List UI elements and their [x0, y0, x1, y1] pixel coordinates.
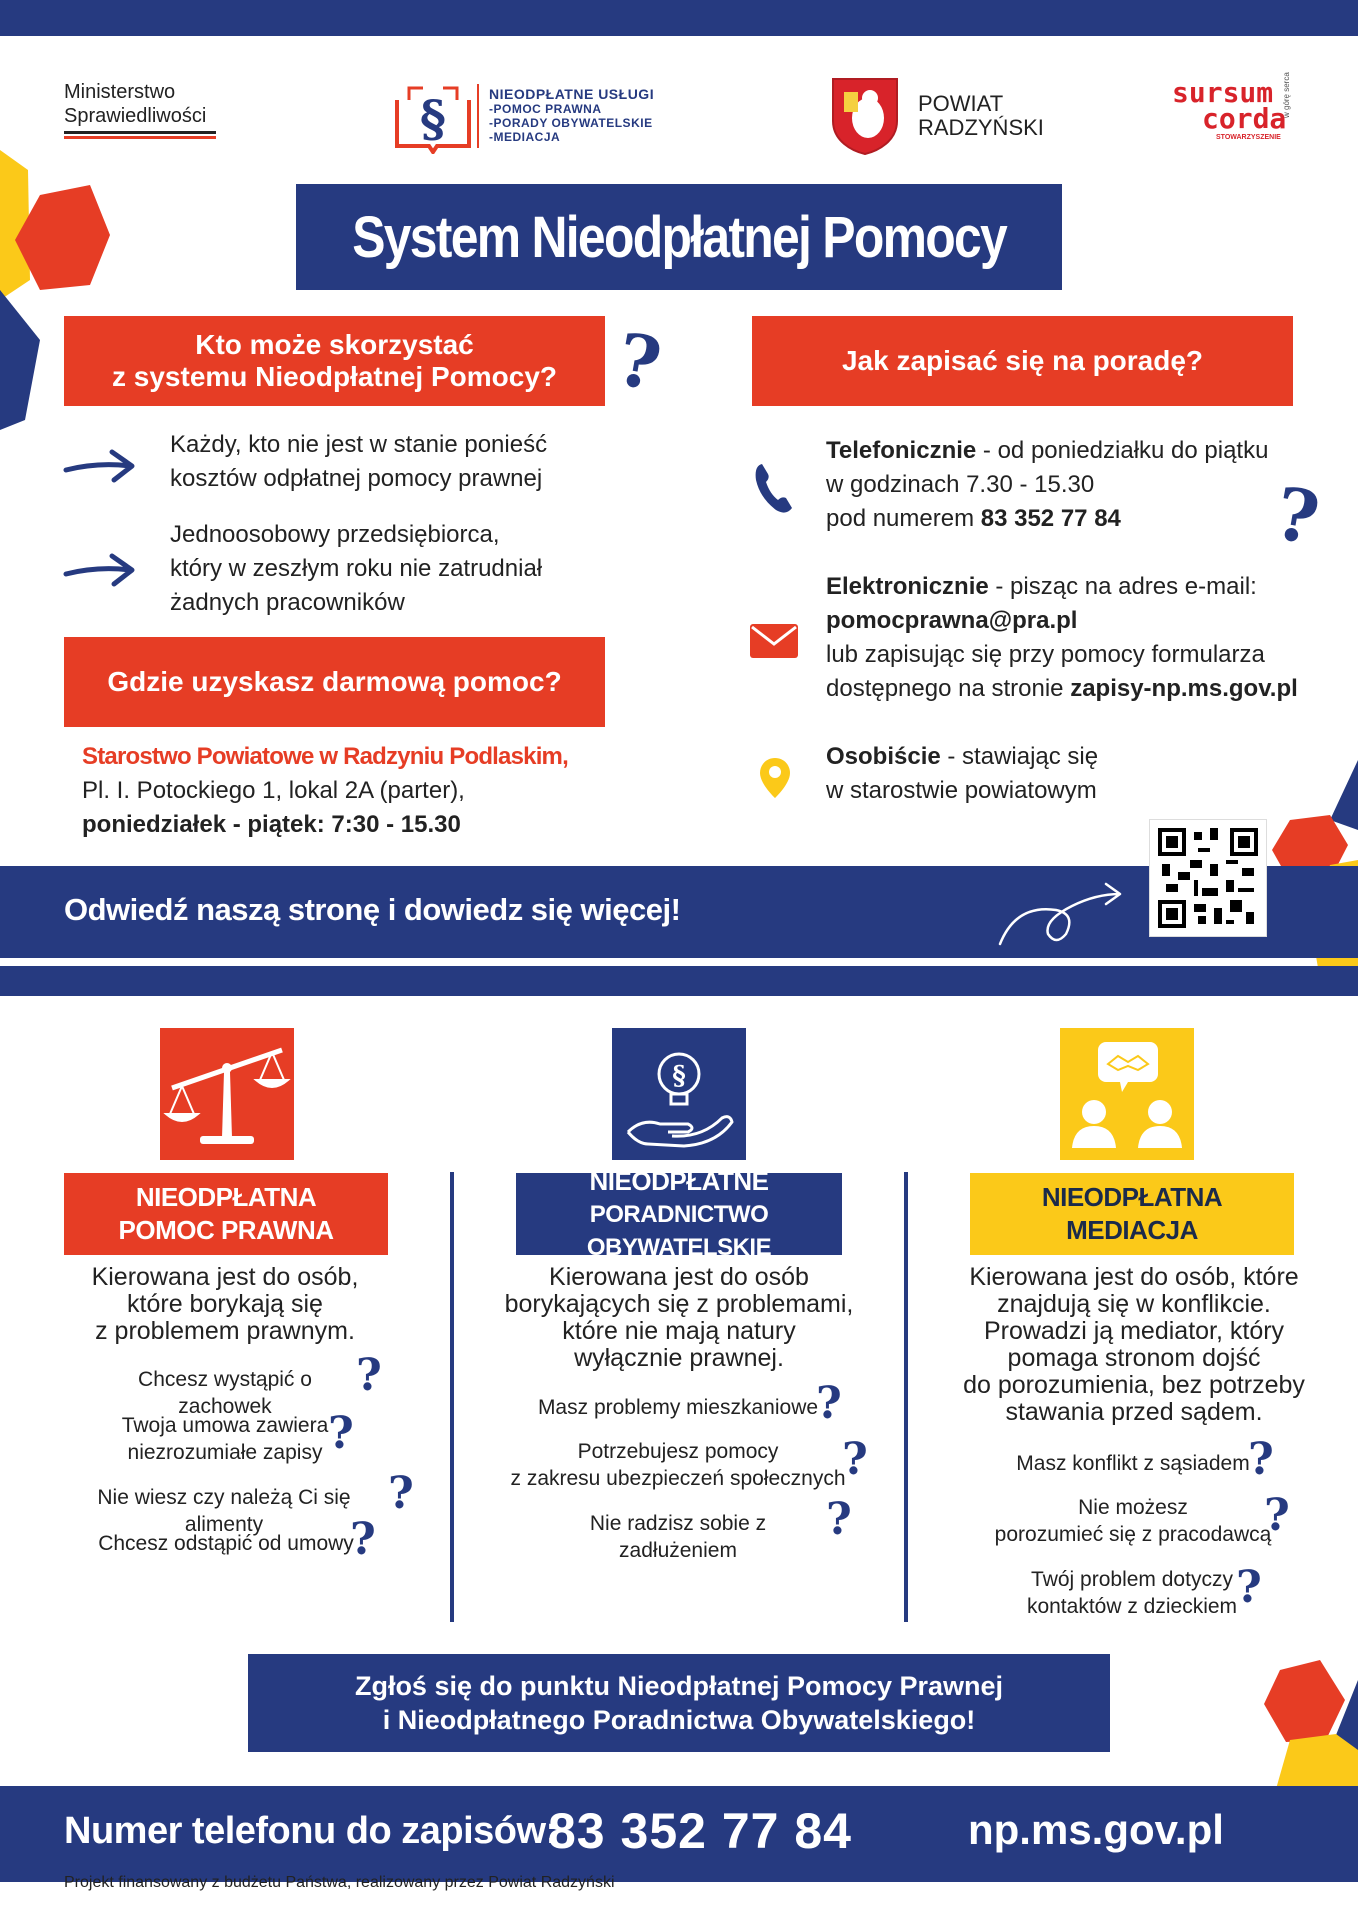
where-details [82, 740, 568, 842]
powiat-line1: POWIAT [918, 91, 1004, 116]
personal-label: Osobiście [826, 743, 941, 770]
question-icon: ? [842, 1434, 868, 1485]
col3-desc [944, 1264, 1324, 1426]
signup-heading [752, 316, 1293, 406]
col2-desc-line: borykających się z problemami, [504, 1290, 854, 1318]
email-line4-pre: dostępnego na stronie [826, 675, 1071, 702]
question-icon: ? [356, 1350, 382, 1401]
col2-question [536, 1394, 820, 1421]
svg-text:§: § [672, 1061, 686, 1091]
who-item-2-line2: który w zeszłym roku nie zatrudniał [170, 555, 543, 582]
who-item-2-line3: żadnych pracowników [170, 589, 405, 616]
where-address: Pl. I. Potockiego 1, lokal 2A (parter), [82, 777, 465, 804]
cta-line2: i Nieodpłatnego Poradnictwa Obywatelskiego! [382, 1705, 976, 1735]
personal-line2: w starostwie powiatowym [826, 777, 1097, 804]
email-rest: - pisząc na adres e-mail: [988, 573, 1257, 600]
personal-rest: - stawiając się [940, 743, 1099, 770]
ministry-name-line2: Sprawiedliwości [64, 105, 207, 127]
email-address[interactable]: pomocprawna@pra.pl [826, 607, 1078, 634]
separator-stripe [0, 966, 1358, 996]
col3-question-text: Twój problem dotyczy [1031, 1568, 1233, 1591]
book-paragraph-icon [393, 78, 473, 154]
col1-question [110, 1412, 340, 1466]
email-line3: lub zapisując się przy pomocy formularza [826, 641, 1265, 668]
nieodplatne-item: -MEDIACJA [489, 130, 561, 144]
swirl-arrow-icon [996, 880, 1126, 950]
signup-site-link[interactable]: zapisy-np.ms.gov.pl [1070, 675, 1298, 702]
sursum-corda-logo [1172, 72, 1302, 156]
where-heading [64, 637, 605, 727]
footer-website[interactable]: np.ms.gov.pl [968, 1806, 1224, 1853]
question-icon: ? [611, 315, 668, 408]
signup-email [826, 570, 1298, 706]
question-icon: ? [1236, 1562, 1262, 1613]
nieodplatne-logo [393, 78, 683, 158]
bulb-hand-icon [612, 1028, 746, 1160]
who-heading-line1: Kto może skorzystać [195, 329, 474, 360]
col2-title-line1: NIEODPŁATNE [589, 1165, 769, 1196]
col1-question [96, 1530, 356, 1557]
col1-title [64, 1173, 388, 1255]
col2-title [516, 1165, 842, 1261]
location-pin-icon [758, 756, 792, 800]
col1-question-text: Twoja umowa zawiera [121, 1414, 329, 1437]
question-icon: ? [1269, 469, 1326, 562]
scales-icon [160, 1028, 294, 1160]
title-banner [296, 184, 1062, 290]
visit-banner-text: Odwiedź naszą stronę i dowiedz się więcej! [64, 892, 681, 927]
col3-question [990, 1494, 1276, 1548]
col2-question [530, 1510, 826, 1564]
mediation-icon-box [1060, 1028, 1194, 1160]
signup-phone [826, 434, 1268, 536]
col3-desc-line: Prowadzi ją mediator, który [983, 1317, 1285, 1345]
col1-title-line2: POMOC PRAWNA [118, 1215, 334, 1245]
col1-question-text: Nie wiesz czy należą Ci się alimenty [97, 1486, 351, 1536]
col2-desc-line: wyłącznie prawnej. [574, 1344, 784, 1372]
col3-question [1006, 1450, 1260, 1477]
col2-desc [488, 1264, 870, 1372]
powiat-line2: RADZYŃSKI [918, 115, 1044, 140]
nieodplatne-item: -PORADY OBYWATELSKIE [489, 116, 653, 130]
qr-code-icon [1158, 828, 1258, 928]
col2-title-line2: PORADNICTWO OBYWATELSKIE [586, 1200, 772, 1261]
footer-phone-number[interactable]: 83 352 77 84 [548, 1803, 852, 1859]
phone-number: 83 352 77 84 [980, 505, 1121, 532]
question-icon: ? [1264, 1490, 1290, 1541]
sursum-side: w górę serca [1282, 72, 1291, 118]
col2-question-text: Masz problemy mieszkaniowe [537, 1396, 819, 1419]
phone-rest: - od poniedziałku do piątku [976, 437, 1269, 464]
cta-banner [248, 1654, 1110, 1752]
col2-question-text: z zakresu ubezpieczeń społecznych [510, 1467, 846, 1490]
who-item-1 [170, 428, 547, 496]
col1-question-text: Chcesz odstąpić od umowy [98, 1532, 354, 1555]
email-label: Elektronicznie [826, 573, 989, 600]
logo-divider [477, 84, 479, 148]
question-icon: ? [388, 1468, 414, 1519]
ministry-underline [64, 134, 216, 139]
nieodplatne-item: -POMOC PRAWNA [489, 102, 602, 116]
who-item-1-line2: kosztów odpłatnej pomocy prawnej [170, 465, 543, 492]
question-icon: ? [328, 1408, 354, 1459]
who-item-1-line1: Każdy, kto nie jest w stanie ponieść [170, 431, 548, 458]
who-item-2-line1: Jednoosobowy przedsiębiorca, [170, 521, 500, 548]
col1-question-text: niezrozumiałe zapisy [127, 1441, 323, 1464]
question-icon: ? [1248, 1434, 1274, 1485]
svg-text:§: § [419, 89, 447, 148]
sursum-sub: STOWARZYSZENIE [1216, 134, 1281, 141]
col1-desc-line: Kierowana jest do osób, [91, 1263, 359, 1291]
signup-heading-text: Jak zapisać się na poradę? [841, 345, 1204, 376]
who-heading [64, 316, 605, 406]
column-divider [450, 1172, 454, 1622]
question-icon: ? [816, 1378, 842, 1429]
col2-question-text: Potrzebujesz pomocy [577, 1440, 779, 1463]
where-heading-text: Gdzie uzyskasz darmową pomoc? [107, 666, 562, 697]
col3-desc-line: znajdują się w konflikcie. [997, 1290, 1271, 1318]
col1-title-line1: NIEODPŁATNA [135, 1182, 317, 1212]
col3-question [1012, 1566, 1252, 1620]
where-hours: poniedziałek - piątek: 7:30 - 15.30 [82, 811, 461, 838]
col2-question [508, 1438, 848, 1492]
funding-note: Projekt finansowany z budżetu Państwa, realizowany przez Powiat Radzyński [64, 1874, 615, 1891]
qr-code[interactable] [1150, 820, 1266, 936]
top-stripe [0, 0, 1358, 36]
col3-desc-line: stawania przed sądem. [1005, 1398, 1263, 1426]
phone-hours: w godzinach 7.30 - 15.30 [826, 471, 1095, 498]
question-icon: ? [826, 1494, 852, 1545]
col3-question-text: Nie możesz [1078, 1496, 1188, 1519]
col3-title-line2: MEDIACJA [1066, 1215, 1198, 1245]
col1-question-text: Chcesz wystąpić o zachowek [138, 1368, 312, 1418]
nieodplatne-title: NIEODPŁATNE USŁUGI [489, 86, 655, 102]
col1-desc-line: z problemem prawnym. [95, 1317, 355, 1345]
col1-desc [40, 1264, 410, 1345]
arrow-icon [62, 446, 138, 486]
mediation-people-icon [1060, 1028, 1194, 1160]
column-divider [904, 1172, 908, 1622]
signup-personal [826, 740, 1098, 808]
coat-of-arms-icon [830, 76, 900, 156]
corda-word: corda [1202, 102, 1287, 135]
who-heading-line2: z systemu Nieodpłatnej Pomocy? [112, 361, 557, 392]
phone-label: Telefonicznie [826, 437, 977, 464]
footer-phone-bar [0, 1786, 1358, 1882]
col2-question-text: Nie radzisz sobie z zadłużeniem [589, 1512, 767, 1562]
col1-desc-line: które borykają się [127, 1290, 323, 1318]
col3-desc-line: Kierowana jest do osób, które [969, 1263, 1299, 1291]
where-place: Starostwo Powiatowe w Radzyniu Podlaskim, [82, 743, 568, 770]
phone-icon [752, 460, 796, 516]
arrow-icon [62, 550, 138, 590]
col2-desc-line: które nie mają natury [562, 1317, 796, 1345]
col3-desc-line: pomaga stronom dojść [1007, 1344, 1261, 1372]
col3-question-text: kontaktów z dzieckiem [1026, 1595, 1238, 1618]
col3-title [970, 1173, 1294, 1255]
phone-pre: pod numerem [826, 505, 981, 532]
col2-desc-line: Kierowana jest do osób [549, 1263, 809, 1291]
col3-title-line1: NIEODPŁATNA [1041, 1182, 1223, 1212]
col3-question-text: porozumieć się z pracodawcą [994, 1523, 1272, 1546]
ministry-logo [64, 80, 234, 139]
envelope-icon [750, 624, 798, 658]
col3-question-text: Masz konflikt z sąsiadem [1016, 1452, 1250, 1475]
powiat-logo [830, 76, 1050, 156]
sursum-word: sursum [1172, 76, 1274, 109]
who-item-2 [170, 518, 542, 620]
footer-phone-label: Numer telefonu do zapisów: [64, 1810, 558, 1852]
question-icon: ? [350, 1514, 376, 1565]
bulb-hand-icon-box [612, 1028, 746, 1160]
ministry-name-line1: Ministerstwo [64, 81, 176, 103]
page-title: System Nieodpłatnej Pomocy [352, 204, 1006, 270]
cta-line1: Zgłoś się do punktu Nieodpłatnej Pomocy Prawnej [354, 1671, 1004, 1701]
col3-desc-line: do porozumienia, bez potrzeby [963, 1371, 1305, 1399]
scales-icon-box [160, 1028, 294, 1160]
